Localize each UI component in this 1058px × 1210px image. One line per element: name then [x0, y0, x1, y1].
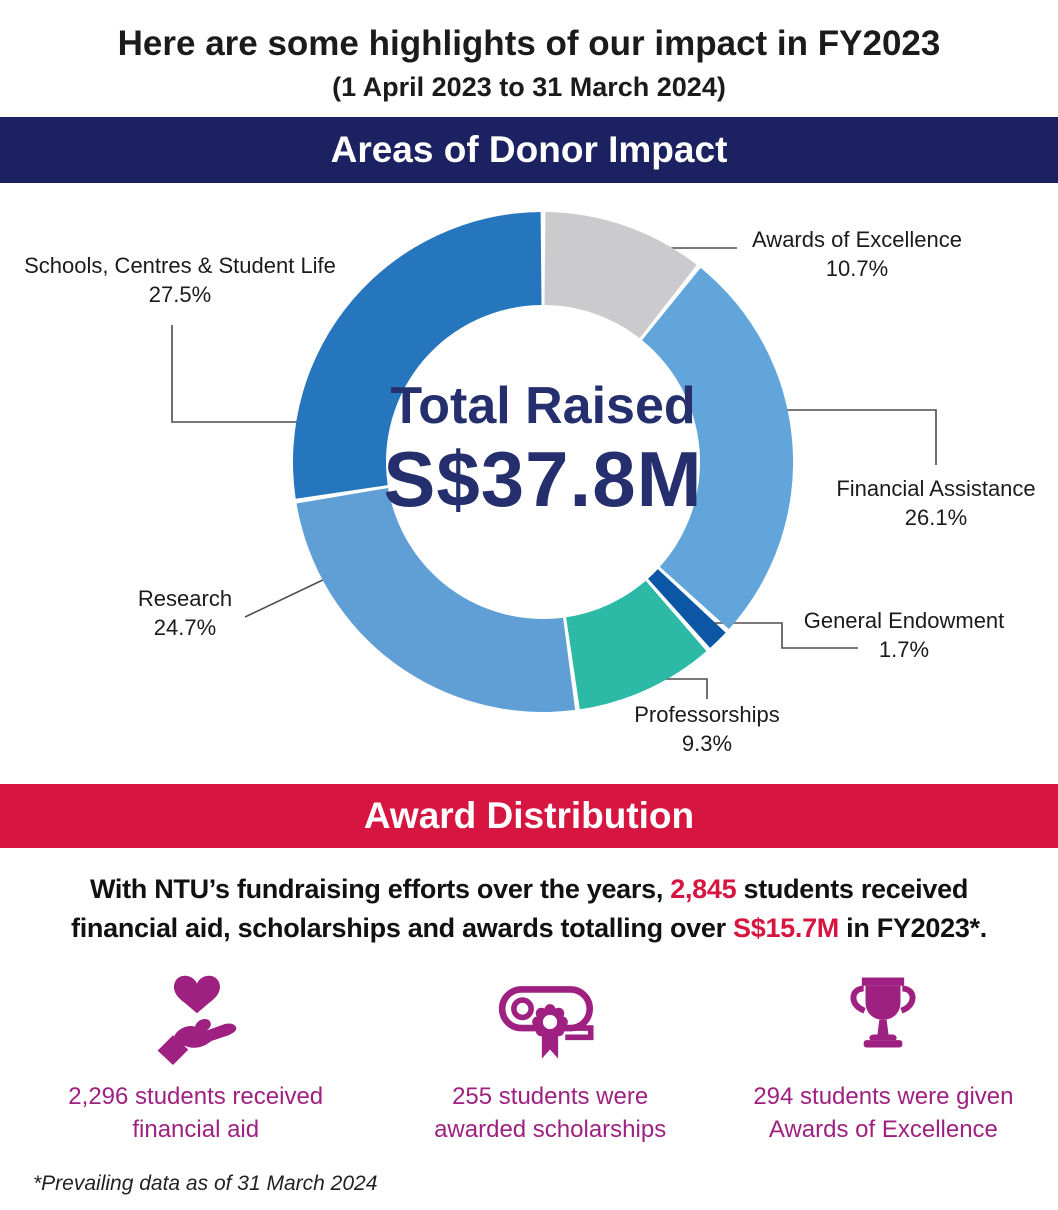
stat-text [753, 1080, 1013, 1146]
paragraph-text: With NTU’s fundraising efforts over the years, [89, 874, 671, 904]
total-raised-value: S$37.8M [383, 435, 703, 523]
award-distribution-paragraph [0, 870, 1058, 948]
stat-line-1: 255 students were [452, 1083, 649, 1110]
page-title: Here are some highlights of our impact in FY2023 [117, 24, 941, 63]
stat-line-2: Awards of Excellence [768, 1116, 998, 1143]
slice-pct: 9.3% [681, 731, 733, 756]
award-stats-row [0, 970, 1058, 1146]
scholarship-scroll-icon [494, 970, 606, 1066]
donor-impact-banner: Areas of Donor Impact [0, 117, 1058, 183]
stat-text [434, 1080, 666, 1146]
paragraph-text: in FY2023*. [838, 913, 987, 943]
stat-awards-of-excellence [709, 970, 1058, 1146]
slice-name: Professorships [634, 702, 780, 727]
slice-name: Research [137, 586, 233, 611]
slice-pct: 24.7% [153, 615, 217, 640]
slice-name: Awards of Excellence [752, 227, 962, 252]
stat-line-2: financial aid [132, 1116, 260, 1143]
paragraph-line [0, 870, 1058, 909]
slice-label-awards-of-excellence [707, 225, 1007, 283]
slice-pct: 1.7% [878, 637, 930, 662]
heart-in-hand-icon [148, 970, 244, 1066]
highlight-value: S$15.7M [733, 913, 839, 943]
slice-name: Financial Assistance [836, 476, 1036, 501]
slice-pct: 26.1% [904, 505, 968, 530]
paragraph-line [0, 909, 1058, 948]
page-subtitle: (1 April 2023 to 31 March 2024) [332, 72, 726, 102]
slice-name: Schools, Centres & Student Life [24, 253, 336, 278]
footnote: *Prevailing data as of 31 March 2024 [33, 1172, 378, 1195]
total-raised-label: Total Raised [390, 377, 696, 435]
stat-scholarships [391, 970, 708, 1146]
donut-center-text [343, 375, 743, 521]
slice-label-professorships [577, 700, 837, 758]
stat-line-1: 2,296 students received [68, 1083, 324, 1110]
slice-label-general-endowment [774, 606, 1034, 664]
highlight-value: 2,845 [670, 874, 737, 904]
slice-name: General Endowment [803, 608, 1005, 633]
slice-label-financial-assistance [806, 474, 1058, 532]
stat-financial-aid [0, 970, 391, 1146]
slice-pct: 27.5% [148, 282, 212, 307]
page-header [0, 0, 1058, 117]
slice-pct: 10.7% [825, 256, 889, 281]
donor-impact-chart-section [0, 183, 1058, 784]
stat-line-2: awarded scholarships [434, 1116, 667, 1143]
award-distribution-banner: Award Distribution [0, 784, 1058, 848]
trophy-icon [837, 970, 929, 1066]
paragraph-text: financial aid, scholarships and awards totalling over [71, 913, 734, 943]
stat-line-1: 294 students were given [753, 1083, 1014, 1110]
stat-text [68, 1080, 323, 1146]
slice-label-research [85, 584, 285, 642]
paragraph-text: students received [736, 874, 969, 904]
slice-label-schools [0, 251, 360, 309]
